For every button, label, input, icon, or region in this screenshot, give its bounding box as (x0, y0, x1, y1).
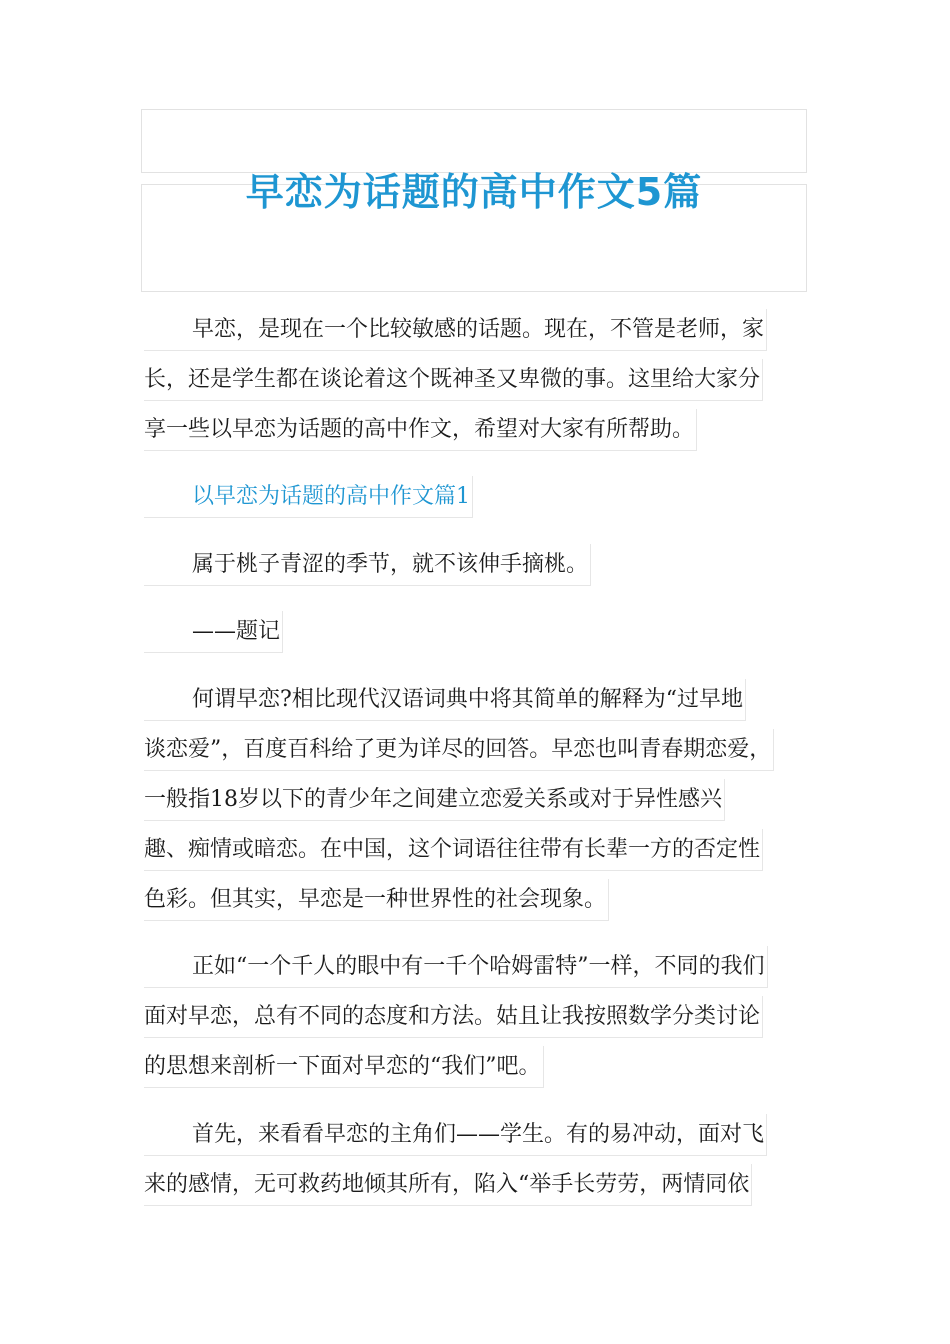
paragraph-2-line-3: 的思想来剖析一下面对早恋的“我们”吧。 (144, 1046, 544, 1088)
epigraph-attribution: ——题记 (144, 611, 283, 653)
document-title: 早恋为话题的高中作文5篇 (245, 170, 703, 214)
intro-line-2: 长，还是学生都在谈论着这个既神圣又卑微的事。这里给大家分 (144, 359, 763, 401)
paragraph-1-line-2: 谈恋爱”，百度百科给了更为详尽的回答。早恋也叫青春期恋爱， (144, 729, 774, 771)
paragraph-2-line-1: 正如“一个千人的眼中有一千个哈姆雷特”一样，不同的我们 (144, 946, 768, 988)
paragraph-3-line-2: 来的感情，无可救药地倾其所有，陷入“举手长劳劳，两情同依 (144, 1164, 752, 1206)
intro-line-3: 享一些以早恋为话题的高中作文，希望对大家有所帮助。 (144, 409, 697, 451)
paragraph-1-line-4: 趣、痴情或暗恋。在中国，这个词语往往带有长辈一方的否定性 (144, 829, 763, 871)
section-heading-1: 以早恋为话题的高中作文篇1 (144, 476, 473, 518)
intro-line-1: 早恋，是现在一个比较敏感的话题。现在，不管是老师，家 (144, 309, 767, 351)
paragraph-1-line-5: 色彩。但其实，早恋是一种世界性的社会现象。 (144, 879, 609, 921)
paragraph-1-line-3: 一般指18岁以下的青少年之间建立恋爱关系或对于异性感兴 (144, 779, 725, 821)
paragraph-3-line-1: 首先，来看看早恋的主角们——学生。有的易冲动，面对飞 (144, 1114, 767, 1156)
epigraph-line: 属于桃子青涩的季节，就不该伸手摘桃。 (144, 544, 591, 586)
paragraph-1-line-1: 何谓早恋?相比现代汉语词典中将其简单的解释为“过早地 (144, 679, 746, 721)
paragraph-2-line-2: 面对早恋，总有不同的态度和方法。姑且让我按照数学分类讨论 (144, 996, 763, 1038)
